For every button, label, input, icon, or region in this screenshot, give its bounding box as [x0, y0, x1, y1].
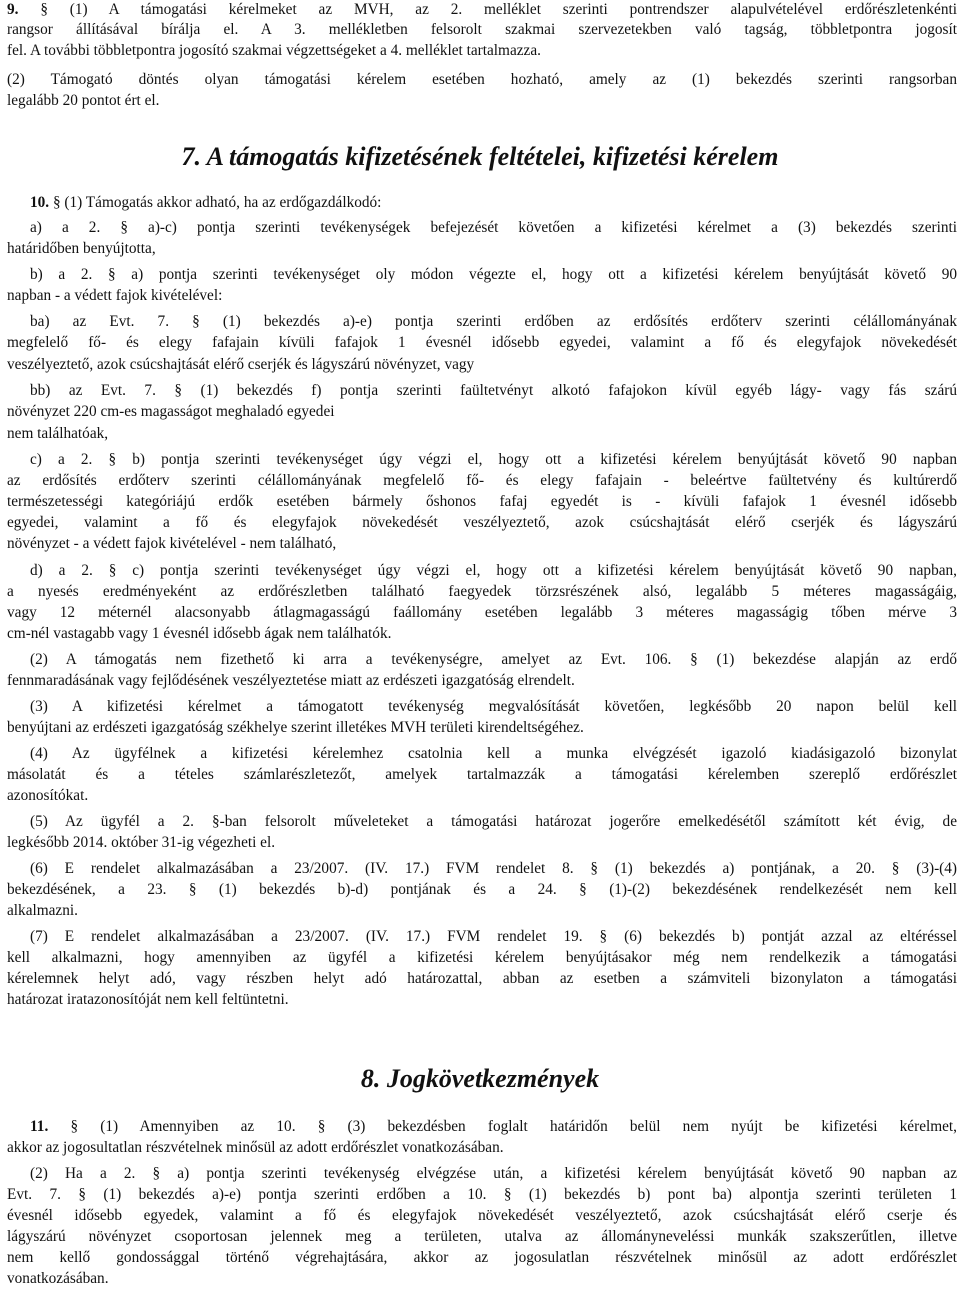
paragraph-11-2-line-4: lágyszárú növényzet csoportosan jelennek meg a területen, utalva az állományneveléssi munkák szakszerűtlen, illetve [7, 1228, 957, 1245]
text: § (1) A támogatási kérelmeket az MVH, az 2. melléklet szerinti pontrendszer alapulvételével erdőrészletenkénti [18, 1, 957, 18]
paragraph-10-2-line-2: fennmaradásának vagy fejlődésének veszélyeztetése miatt az erdészeti igazgatóság elrendelt. [7, 672, 575, 689]
section-number-11: 11. [30, 1118, 49, 1135]
item-a-line-1: a) a 2. § a)-c) pontja szerinti tevékenységek befejezését követően a kifizetési kérelmet a (3) bekezdés szerinti [30, 219, 957, 236]
item-c-line-5: növényzet - a védett fajok kivételével - nem található, [7, 535, 337, 552]
item-c-line-2: az erdősítés erdőterv szerinti célállományának megfelelő fő- és elegy fafajain - beleértve faültetvény és kultúrerdő [7, 472, 957, 489]
paragraph-9-2-line-1: (2) Támogató döntés olyan támogatási kérelem esetében hozható, amely az (1) bekezdés szerinti rangsorban [7, 71, 957, 88]
item-ba-line-1: ba) az Evt. 7. § (1) bekezdés a)-e) pontja szerinti erdőben az erdősítés erdőterv szerinti célállományának [30, 313, 957, 330]
paragraph-10-6-line-2: bekezdésének, a 23. § (1) bekezdés b)-d) pontjának és a 24. § (1)-(2) bekezdésének rendelkezését nem kell [7, 881, 957, 898]
paragraph-9-1-line-3: fel. A további többletpontra jogosító szakmai végzettségeket a 4. melléklet tartalmazza. [7, 42, 541, 59]
paragraph-10-7-line-2: kell alkalmazni, hogy amennyiben az ügyfél a kifizetési kérelem benyújtásakor még nem rendelkezik a támogatási [7, 949, 957, 966]
paragraph-10-4-line-3: azonosítókat. [7, 787, 89, 804]
paragraph-11-2-line-3: évesnél idősebb egyedek, valamint a fő és elegyfajok növekedését veszélyeztető, azok csúcshajtását elérő cserje és [7, 1207, 957, 1224]
paragraph-10-4-line-2: másolatát és a tételes számlarészletezőt, amelyek tartalmazzák a támogatási kérelemben szereplő erdőrészlet [7, 766, 957, 783]
item-c-line-4: egyedei, valamint a fő és elegyfajok növekedését veszélyeztető, azok csúcshajtását elérő cserjék és lágyszárú [7, 514, 957, 531]
paragraph-11-2-line-2: Evt. 7. § (1) bekezdés a)-e) pontja szerinti erdőben a 10. § (1) bekezdés b) pont ba) alpontja szerinti területen 1 [7, 1186, 957, 1203]
item-bb-line-2: növényzet 220 cm-es magasságot meghaladó egyedei [7, 403, 335, 420]
heading-section-8: 8. Jogkövetkezmények [360, 1064, 600, 1093]
paragraph-10-6-line-3: alkalmazni. [7, 902, 78, 919]
paragraph-11-2-line-6: vonatkozásában. [7, 1270, 109, 1287]
item-ba-line-3: veszélyeztető, azok csúcshajtását elérő cserjék és lágyszárú növényzet, vagy [7, 356, 475, 373]
paragraph-9-2-line-2: legalább 20 pontot ért el. [7, 92, 160, 109]
paragraph-10-5-line-2: legkésőbb 2014. október 31-ig végezheti el. [7, 834, 276, 851]
section-number-10: 10. [30, 194, 50, 211]
heading-section-7: 7. A támogatás kifizetésének feltételei, kifizetési kérelem [181, 142, 779, 171]
item-ba-line-2: megfelelő fő- és elegy fafajain kívüli fafajok 1 évesnél idősebb egyedei, valamint a fő és elegyfajok növekedését [7, 334, 957, 351]
item-d-line-3: vagy 12 méternél alacsonyabb átlagmagasságú faállomány esetében legalább 3 méteres magasságig tőben mérve 3 [7, 604, 957, 621]
paragraph-10-3-line-1: (3) A kifizetési kérelmet a támogatott tevékenység megvalósítását követően, legkésőbb 20 napon belül kell [30, 698, 957, 715]
paragraph-11-2-line-5: nem kellő gondossággal történő végrehajtására, akkor az jogosulatlan részvételnek minősül az adott erdőrészlet [7, 1249, 957, 1266]
item-c-line-1: c) a 2. § b) pontja szerinti tevékenységet úgy végzi el, hogy ott a kifizetési kérelem benyújtását követő 90 napban [30, 451, 957, 468]
paragraph-10-4-line-1: (4) Az ügyfélnek a kifizetési kérelemhez csatolnia kell a munka elvégzését igazoló kiadásigazoló bizonylat [30, 745, 957, 762]
item-b-line-1: b) a 2. § a) pontja szerinti tevékenységet oly módon végezte el, hogy ott a kifizetési kérelem benyújtását követő 90 [30, 266, 957, 283]
item-c-line-3: természetességi kategóriájú erdők esetében bármely őshonos fafaj egyedét is - kívüli fafajok 1 évesnél idősebb [7, 493, 957, 510]
item-b-line-2: napban - a védett fajok kivételével: [7, 287, 223, 304]
paragraph-11-2-line-1: (2) Ha a 2. § a) pontja szerinti tevékenység elvégzése után, a kifizetési kérelem benyújtását követő 90 napban az [30, 1165, 957, 1182]
paragraph-10-5-line-1: (5) Az ügyfél a 2. §-ban felsorolt műveleteket a támogatási határozat jogerőre emelkedésétől számított két évig, de [30, 813, 957, 830]
item-bb-line-3: nem találhatóak, [7, 425, 109, 442]
paragraph-10-7-line-3: kérelemnek helyt adó, vagy részben helyt adó határozattal, abban az esetben a számviteli bizonylaton a támogatási [7, 970, 957, 987]
paragraph-11-1-line-1 [30, 1117, 957, 1137]
paragraph-10-7-line-4: határozat iratazonosítóját nem kell feltüntetni. [7, 991, 289, 1008]
paragraph-11-1-line-2: akkor az jogosultatlan részvételnek minősül az adott erdőrészlet vonatkozásában. [7, 1139, 504, 1156]
text: § (1) Amennyiben az 10. § (3) bekezdésben foglalt határidőn belül nem nyújt be kifizetési kérelmet, [48, 1118, 957, 1135]
paragraph-10-2-line-1: (2) A támogatás nem fizethető ki arra a tevékenységre, amelyet az Evt. 106. § (1) bekezdése alapján az erdő [30, 651, 957, 668]
section-number-9: 9. [7, 1, 19, 18]
text: § (1) Támogatás akkor adható, ha az erdőgazdálkodó: [49, 194, 382, 211]
paragraph-9-1-line-1 [7, 0, 957, 20]
paragraph-10-3-line-2: benyújtani az erdészeti igazgatóság székhelye szerint illetékes MVH területi kirendeltségéhez. [7, 719, 584, 736]
item-d-line-2: a nyesés eredményeként az erdőrészletben található faegyedek törzsrészének alsó, legalább 5 méteres magasságáig, [7, 583, 957, 600]
item-d-line-1: d) a 2. § c) pontja szerinti tevékenységet úgy végzi el, hogy ott a kifizetési kérelem benyújtását követő 90 napban, [30, 562, 957, 579]
item-bb-line-1: bb) az Evt. 7. § (1) bekezdés f) pontja szerinti faültetvényt alkotó fafajokon kívül egyéb lágy- vagy fás szárú [30, 382, 957, 399]
item-a-line-2: határidőben benyújtotta, [7, 240, 156, 257]
item-d-line-4: cm-nél vastagabb vagy 1 évesnél idősebb ágak nem találhatók. [7, 625, 392, 642]
paragraph-9-1-line-2: rangsor állításával bírálja el. A 3. mellékletben felsorolt szakmai szervezetekben való tagság, többletpontra jogosít [7, 21, 957, 38]
paragraph-10-7-line-1: (7) E rendelet alkalmazásában a 23/2007. (IV. 17.) FVM rendelet 19. § (6) bekezdés b) pontját azzal az eltéréssel [30, 928, 957, 945]
paragraph-10-6-line-1: (6) E rendelet alkalmazásában a 23/2007. (IV. 17.) FVM rendelet 8. § (1) bekezdés a) pontjának, a 20. § (3)-(4) [30, 860, 957, 877]
paragraph-10-1-line-1 [30, 193, 957, 213]
